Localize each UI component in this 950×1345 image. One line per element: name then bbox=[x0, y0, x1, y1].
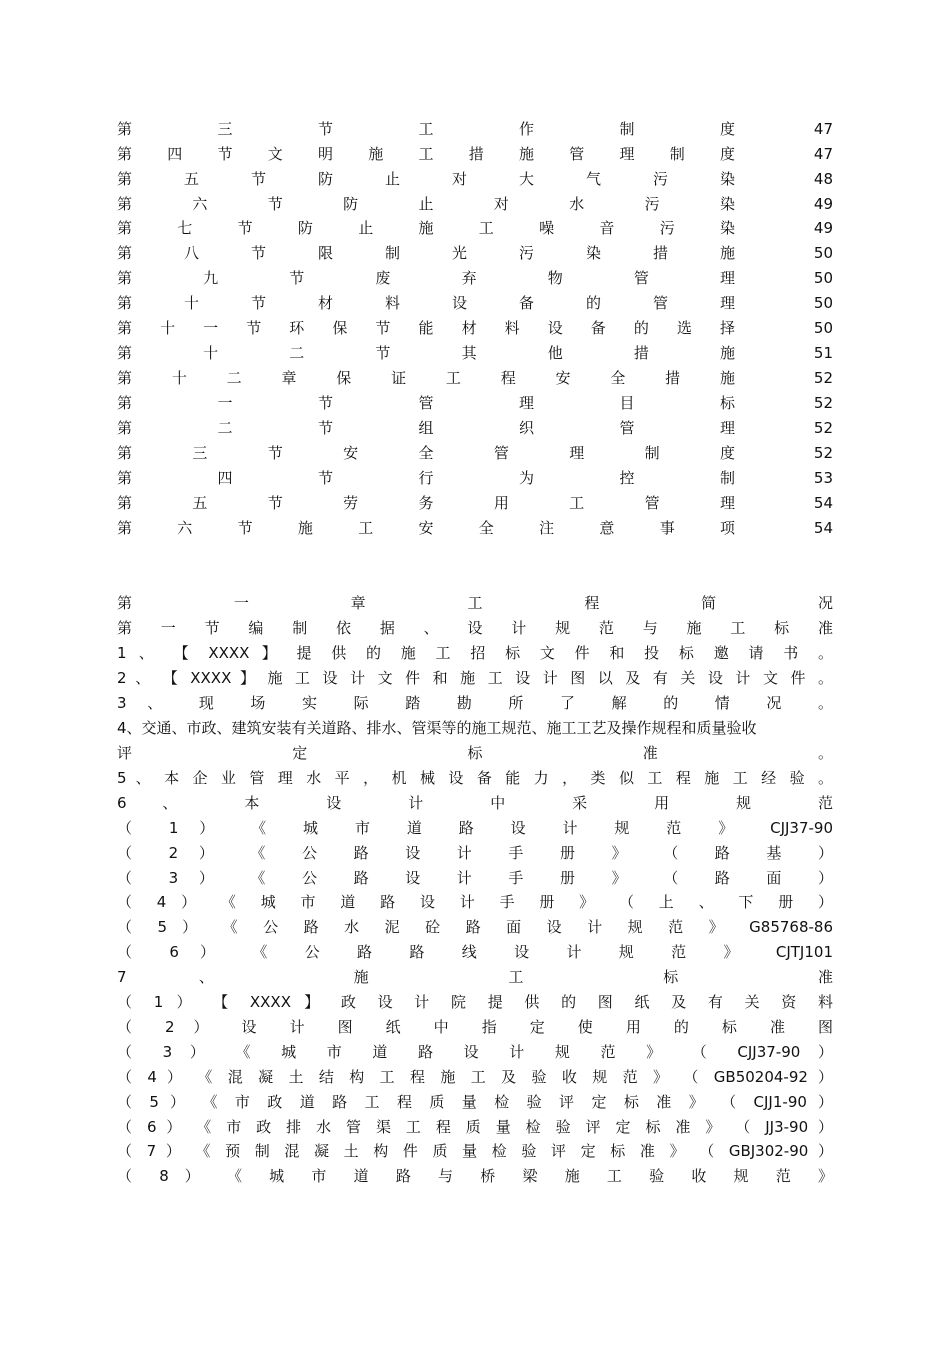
toc-entry bbox=[117, 391, 833, 415]
toc-entry bbox=[117, 192, 833, 216]
list-item: （ 6 ） 《 公 路 路 线 设 计 规 范 》 CJTJ101 bbox=[117, 943, 833, 961]
body-line: 2 、 【 XXXX 】 施 工 设 计 文 件 和 施 工 设 计 图 以 及 有 关 设 计 文 件 。 bbox=[117, 669, 833, 687]
body-line: 3 、 现 场 实 际 踏 勘 所 了 解 的 情 况 。 bbox=[117, 694, 833, 712]
toc-entry-title: 第 八 节 限 制 光 污 染 措 施 bbox=[117, 244, 735, 262]
toc-entry bbox=[117, 341, 833, 365]
toc-entry-page: 48 bbox=[813, 170, 833, 188]
toc-entry-title: 第 十 二 节 其 他 措 施 bbox=[117, 344, 735, 362]
toc-entry-title: 第 十 节 材 料 设 备 的 管 理 bbox=[117, 294, 735, 312]
toc-entry bbox=[117, 142, 833, 166]
list-item: （ 1 ） 《 城 市 道 路 设 计 规 范 》 CJJ37-90 bbox=[117, 819, 833, 837]
toc-entry bbox=[117, 516, 833, 540]
list-item: （ 8 ） 《 城 市 道 路 与 桥 梁 施 工 验 收 规 范 》 bbox=[117, 1167, 833, 1185]
toc-entry bbox=[117, 216, 833, 240]
toc-entry bbox=[117, 441, 833, 465]
body-line: 评 定 标 准 。 bbox=[117, 744, 833, 762]
list-item: （ 5 ） 《 公 路 水 泥 砼 路 面 设 计 规 范 》 G85768-86 bbox=[117, 918, 833, 936]
toc-entry-title: 第 九 节 废 弃 物 管 理 bbox=[117, 269, 735, 287]
toc-entry-page: 47 bbox=[813, 120, 833, 138]
toc-entry-title: 第 三 节 工 作 制 度 bbox=[117, 120, 735, 138]
toc-entry bbox=[117, 167, 833, 191]
list-item: （ 2 ） 设 计 图 纸 中 指 定 使 用 的 标 准 图 bbox=[117, 1018, 833, 1036]
toc-entry-page: 49 bbox=[813, 195, 833, 213]
toc-entry-title: 第 二 节 组 织 管 理 bbox=[117, 419, 735, 437]
body-line: 6 、 本 设 计 中 采 用 规 范 bbox=[117, 794, 833, 812]
toc-entry-title: 第 六 节 防 止 对 水 污 染 bbox=[117, 195, 735, 213]
toc-entry-page: 50 bbox=[813, 319, 833, 337]
list-item: （ 4 ） 《 城 市 道 路 设 计 手 册 》 （ 上 、 下 册 ） bbox=[117, 893, 833, 911]
toc-entry-page: 53 bbox=[813, 469, 833, 487]
toc-entry-title: 第 三 节 安 全 管 理 制 度 bbox=[117, 444, 735, 462]
toc-entry bbox=[117, 366, 833, 390]
list-item: （ 1 ） 【 XXXX 】 政 设 计 院 提 供 的 图 纸 及 有 关 资 料 bbox=[117, 993, 833, 1011]
toc-entry-title: 第 四 节 文 明 施 工 措 施 管 理 制 度 bbox=[117, 145, 735, 163]
toc-entry-page: 50 bbox=[813, 269, 833, 287]
list-item: （ 3 ） 《 城 市 道 路 设 计 规 范 》 （ CJJ37-90 ） bbox=[117, 1043, 833, 1061]
toc-entry-page: 49 bbox=[813, 219, 833, 237]
toc-entry-page: 54 bbox=[813, 494, 833, 512]
toc-entry-title: 第 五 节 劳 务 用 工 管 理 bbox=[117, 494, 735, 512]
toc-entry-page: 52 bbox=[813, 444, 833, 462]
list-item: （ 3 ） 《 公 路 设 计 手 册 》 （ 路 面 ） bbox=[117, 869, 833, 887]
section-heading: 第 一 节 编 制 依 据 、 设 计 规 范 与 施 工 标 准 bbox=[117, 619, 833, 637]
toc-entry bbox=[117, 117, 833, 141]
toc-entry-page: 52 bbox=[813, 394, 833, 412]
toc-entry-title: 第 十 二 章 保 证 工 程 安 全 措 施 bbox=[117, 369, 735, 387]
toc-entry bbox=[117, 466, 833, 490]
toc-entry bbox=[117, 491, 833, 515]
toc-entry bbox=[117, 416, 833, 440]
list-item: （ 7 ） 《 预 制 混 凝 土 构 件 质 量 检 验 评 定 标 准 》 （ GBJ302-90 ） bbox=[117, 1142, 833, 1160]
toc-entry-page: 52 bbox=[813, 419, 833, 437]
toc-entry bbox=[117, 241, 833, 265]
toc-entry-title: 第 一 节 管 理 目 标 bbox=[117, 394, 735, 412]
body-line: 7 、 施 工 标 准 bbox=[117, 968, 833, 986]
toc-entry-page: 54 bbox=[813, 519, 833, 537]
toc-entry-title: 第 五 节 防 止 对 大 气 污 染 bbox=[117, 170, 735, 188]
toc-entry-title: 第 六 节 施 工 安 全 注 意 事 项 bbox=[117, 519, 735, 537]
toc-entry-page: 47 bbox=[813, 145, 833, 163]
toc-entry-page: 50 bbox=[813, 294, 833, 312]
body-line: 4、交通、市政、建筑安装有关道路、排水、管渠等的施工规范、施工工艺及操作规程和质量验收 bbox=[117, 719, 757, 737]
toc-entry-title: 第 四 节 行 为 控 制 bbox=[117, 469, 735, 487]
body-line: 5 、 本 企 业 管 理 水 平 ， 机 械 设 备 能 力 ， 类 似 工 程 施 工 经 验 。 bbox=[117, 769, 833, 787]
toc-entry bbox=[117, 316, 833, 340]
toc-entry-page: 50 bbox=[813, 244, 833, 262]
chapter-heading: 第 一 章 工 程 简 况 bbox=[117, 594, 833, 612]
toc-entry-page: 51 bbox=[813, 344, 833, 362]
list-item: （ 5 ） 《 市 政 道 路 工 程 质 量 检 验 评 定 标 准 》 （ CJJ1-90 ） bbox=[117, 1093, 833, 1111]
toc-entry-title: 第 十 一 节 环 保 节 能 材 料 设 备 的 选 择 bbox=[117, 319, 735, 337]
list-item: （ 4 ） 《 混 凝 土 结 构 工 程 施 工 及 验 收 规 范 》 （ GB50204-92 ） bbox=[117, 1068, 833, 1086]
toc-entry-page: 52 bbox=[813, 369, 833, 387]
list-item: （ 2 ） 《 公 路 设 计 手 册 》 （ 路 基 ） bbox=[117, 844, 833, 862]
body-line: 1 、 【 XXXX 】 提 供 的 施 工 招 标 文 件 和 投 标 邀 请 书 。 bbox=[117, 644, 833, 662]
toc-entry-title: 第 七 节 防 止 施 工 噪 音 污 染 bbox=[117, 219, 735, 237]
list-item: （ 6 ） 《 市 政 排 水 管 渠 工 程 质 量 检 验 评 定 标 准 》 （ JJ3-90 ） bbox=[117, 1118, 833, 1136]
toc-entry bbox=[117, 291, 833, 315]
toc-entry bbox=[117, 266, 833, 290]
